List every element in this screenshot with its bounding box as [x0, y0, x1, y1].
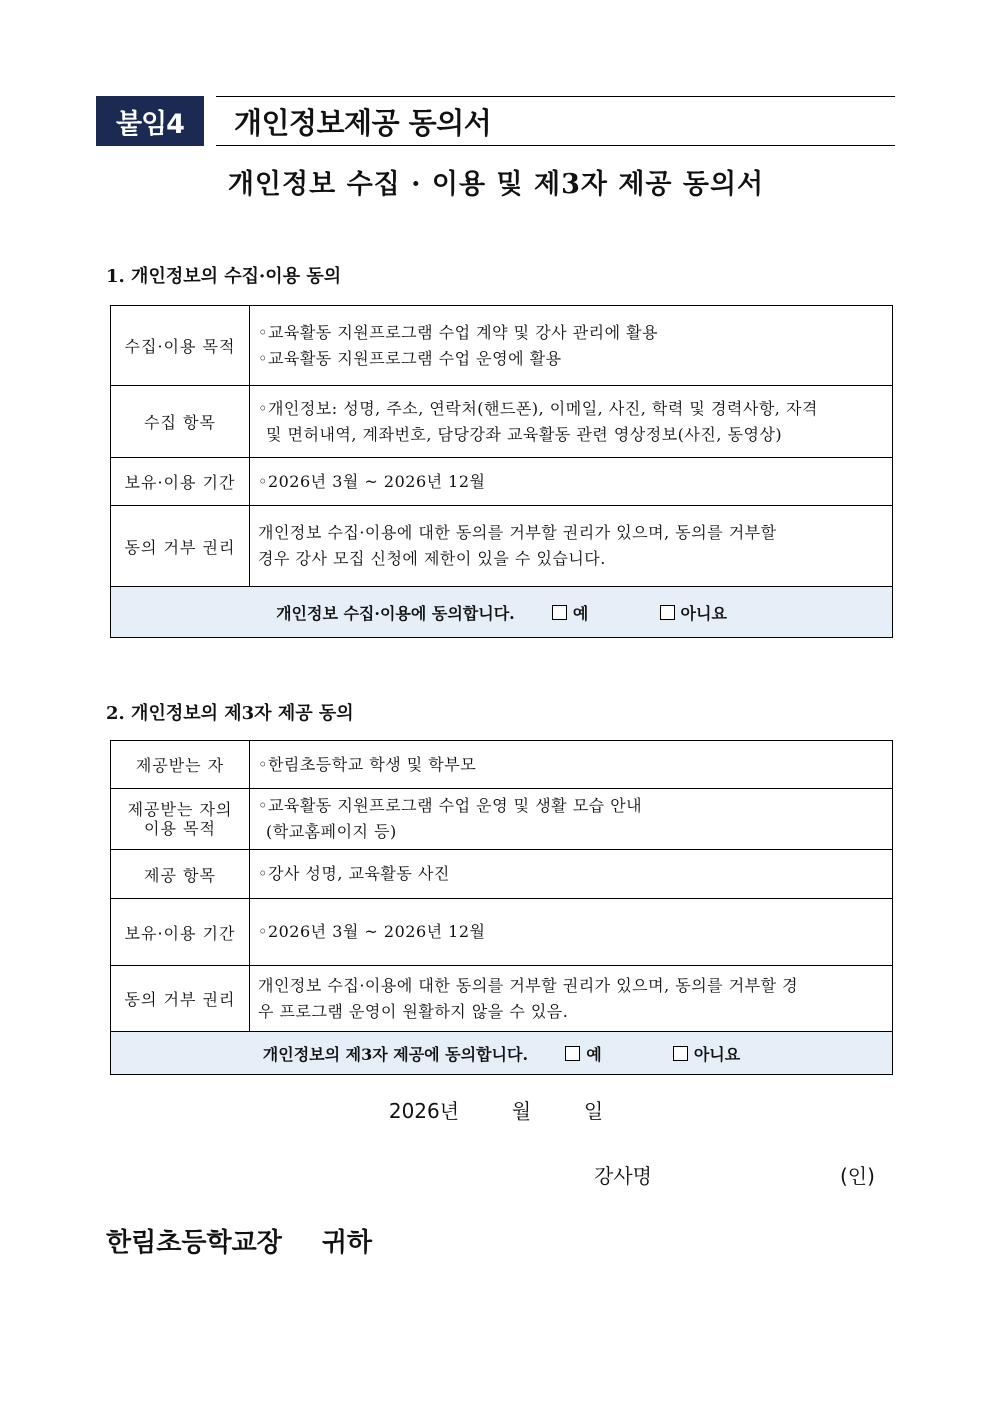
row-value — [250, 966, 893, 1032]
section2-table — [110, 740, 893, 1075]
agree-cell — [111, 587, 893, 638]
label-line: 제공받는 자의 — [127, 800, 233, 819]
agree-row — [111, 587, 893, 638]
row-value — [250, 506, 893, 587]
document-header — [96, 96, 895, 146]
section2-title: 2. 개인정보의 제3자 제공 동의 — [106, 703, 354, 724]
addressee — [106, 1222, 372, 1259]
agree-statement: 개인정보의 제3자 제공에 동의합니다. — [262, 1044, 529, 1064]
agree-cell — [111, 1032, 893, 1075]
page-title: 개인정보 수집 · 이용 및 제3자 제공 동의서 — [227, 169, 765, 200]
row-value — [250, 458, 893, 506]
row-label — [111, 789, 250, 850]
table-row — [111, 741, 893, 789]
row-label: 보유·이용 기간 — [111, 899, 250, 966]
header-title: 개인정보제공 동의서 — [234, 105, 492, 140]
yes-checkbox[interactable] — [552, 605, 567, 620]
row-label: 동의 거부 권리 — [111, 506, 250, 587]
table-row — [111, 506, 893, 587]
value-line: ◦2026년 3월 ~ 2026년 12월 — [258, 922, 486, 941]
row-value — [250, 306, 893, 386]
row-label: 제공받는 자 — [111, 741, 250, 789]
yes-label: 예 — [586, 1044, 602, 1064]
agree-row — [111, 1032, 893, 1075]
value-line: ◦교육활동 지원프로그램 수업 계약 및 강사 관리에 활용 — [258, 322, 659, 342]
row-label: 동의 거부 권리 — [111, 966, 250, 1032]
value-line: ◦2026년 3월 ~ 2026년 12월 — [258, 471, 486, 491]
date-year: 2026년 — [388, 1099, 460, 1123]
header-rule-bottom — [216, 145, 895, 146]
instructor-name-label: 강사명 — [594, 1164, 652, 1188]
agree-statement: 개인정보 수집·이용에 동의합니다. — [276, 603, 515, 623]
addressee-suffix: 귀하 — [321, 1228, 373, 1258]
no-label: 아니요 — [693, 1044, 741, 1064]
label-line: 이용 목적 — [144, 819, 216, 838]
value-line: 개인정보 수집·이용에 대한 동의를 거부할 권리가 있으며, 동의를 거부할 — [258, 523, 777, 542]
row-label: 수집·이용 목적 — [111, 306, 250, 386]
table-row — [111, 966, 893, 1032]
date-line — [0, 1095, 992, 1124]
no-checkbox[interactable] — [660, 605, 675, 620]
section1-table — [110, 305, 893, 638]
value-line: ◦강사 성명, 교육활동 사진 — [258, 864, 450, 883]
date-month: 월 — [511, 1099, 532, 1123]
date-day: 일 — [583, 1099, 604, 1123]
table-row — [111, 386, 893, 458]
no-checkbox[interactable] — [673, 1046, 688, 1061]
table-row — [111, 899, 893, 966]
row-value — [250, 789, 893, 850]
value-line: 및 면허내역, 계좌번호, 담당강좌 교육활동 관련 영상정보(사진, 동영상) — [266, 424, 783, 444]
yes-checkbox[interactable] — [565, 1046, 580, 1061]
value-line: ◦교육활동 지원프로그램 수업 운영에 활용 — [258, 348, 562, 368]
table-row — [111, 789, 893, 850]
section1-title: 1. 개인정보의 수집·이용 동의 — [106, 266, 342, 287]
value-line: ◦개인정보: 성명, 주소, 연락처(핸드폰), 이메일, 사진, 학력 및 경력사항, 자격 — [258, 398, 818, 418]
yes-label: 예 — [572, 603, 589, 623]
value-line: ◦교육활동 지원프로그램 수업 운영 및 생활 모습 안내 — [258, 796, 643, 815]
table-row — [111, 458, 893, 506]
seal-mark: (인) — [840, 1164, 875, 1188]
row-value — [250, 850, 893, 899]
header-rule-top — [216, 96, 895, 97]
row-value — [250, 386, 893, 458]
attachment-badge: 붙임4 — [96, 96, 204, 146]
value-line: ◦한림초등학교 학생 및 학부모 — [258, 754, 477, 774]
table-row — [111, 850, 893, 899]
value-line: (학교홈페이지 등) — [266, 822, 397, 841]
addressee-name: 한림초등학교장 — [106, 1228, 282, 1258]
value-line: 우 프로그램 운영이 원활하지 않을 수 있음. — [258, 1001, 569, 1021]
value-line: 개인정보 수집·이용에 대한 동의를 거부할 권리가 있으며, 동의를 거부할 경 — [258, 975, 799, 995]
row-label: 수집 항목 — [111, 386, 250, 458]
table-row — [111, 306, 893, 386]
row-value — [250, 741, 893, 789]
row-label: 보유·이용 기간 — [111, 458, 250, 506]
row-label: 제공 항목 — [111, 850, 250, 899]
value-line: 경우 강사 모집 신청에 제한이 있을 수 있습니다. — [258, 549, 606, 568]
row-value — [250, 899, 893, 966]
no-label: 아니요 — [680, 603, 727, 623]
